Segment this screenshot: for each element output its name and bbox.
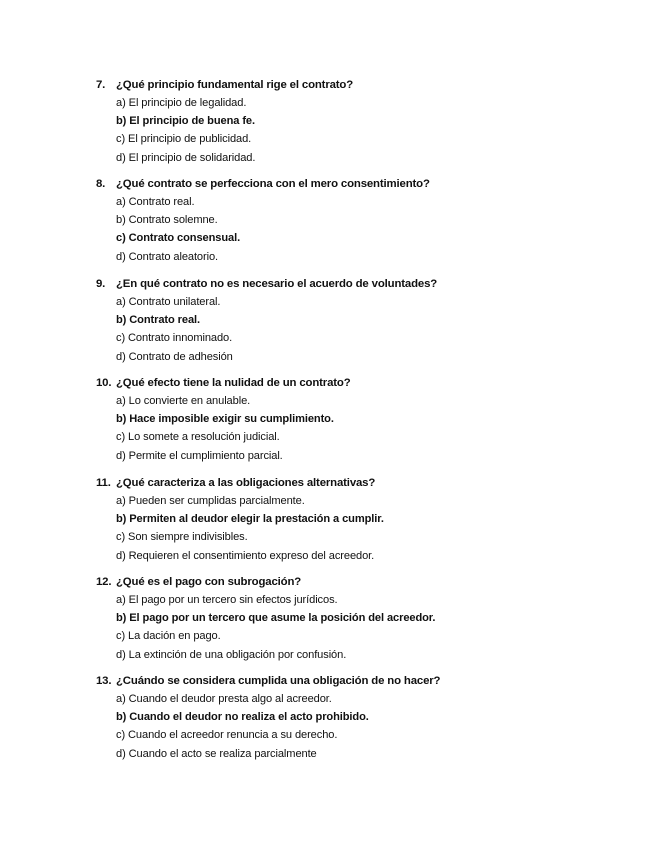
option-a: a) Lo convierte en anulable. [116, 395, 251, 407]
question-text: ¿Qué contrato se perfecciona con el mero consentimiento? [116, 178, 430, 190]
option-b-correct: b) Permiten al deudor elegir la prestación a cumplir. [116, 513, 384, 526]
option-b-correct: b) El principio de buena fe. [116, 115, 255, 128]
question-number: 9. [96, 278, 106, 290]
option-c-correct: c) Contrato consensual. [116, 232, 241, 245]
question-text: ¿Qué principio fundamental rige el contrato? [116, 79, 354, 91]
question-8 [96, 175, 616, 266]
option-d: d) Requieren el consentimiento expreso del acreedor. [116, 549, 375, 562]
option-a: a) El pago por un tercero sin efectos jurídicos. [116, 594, 338, 606]
option-c: c) La dación en pago. [116, 630, 221, 643]
question-number: 11. [96, 477, 111, 489]
question-11 [96, 474, 616, 565]
question-text: ¿Qué caracteriza a las obligaciones alternativas? [116, 477, 376, 489]
option-d: d) Contrato aleatorio. [116, 250, 219, 263]
question-number: 10. [96, 377, 112, 389]
option-a: a) El principio de legalidad. [116, 97, 247, 109]
option-a: a) Contrato real. [116, 196, 195, 208]
option-c: c) Lo somete a resolución judicial. [116, 431, 280, 444]
option-b: b) Contrato solemne. [116, 214, 218, 227]
option-d: d) Permite el cumplimiento parcial. [116, 449, 283, 462]
question-12 [96, 573, 616, 664]
question-text: ¿Qué es el pago con subrogación? [116, 576, 302, 588]
question-number: 12. [96, 576, 112, 588]
question-9 [96, 275, 616, 366]
question-heading [96, 76, 616, 94]
option-b-correct: b) El pago por un tercero que asume la posición del acreedor. [116, 612, 436, 625]
question-heading [96, 175, 616, 193]
question-10 [96, 374, 616, 465]
question-heading [96, 275, 616, 293]
option-a: a) Contrato unilateral. [116, 296, 221, 308]
option-d: d) Cuando el acto se realiza parcialmente [116, 747, 317, 760]
question-text: ¿Cuándo se considera cumplida una obligación de no hacer? [116, 675, 441, 687]
question-heading [96, 573, 616, 591]
option-c: c) Son siempre indivisibles. [116, 531, 248, 544]
question-text: ¿Qué efecto tiene la nulidad de un contrato? [116, 377, 351, 389]
option-a: a) Cuando el deudor presta algo al acreedor. [116, 693, 332, 705]
question-number: 8. [96, 178, 106, 190]
option-a: a) Pueden ser cumplidas parcialmente. [116, 495, 305, 507]
question-heading [96, 474, 616, 492]
option-c: c) El principio de publicidad. [116, 133, 252, 146]
option-b-correct: b) Cuando el deudor no realiza el acto prohibido. [116, 711, 369, 724]
option-b-correct: b) Contrato real. [116, 314, 200, 327]
option-d: d) Contrato de adhesión [116, 350, 233, 363]
question-heading [96, 672, 616, 690]
option-b-correct: b) Hace imposible exigir su cumplimiento. [116, 413, 334, 426]
question-number: 7. [96, 79, 106, 91]
question-text: ¿En qué contrato no es necesario el acuerdo de voluntades? [116, 278, 438, 290]
question-7 [96, 76, 616, 167]
question-number: 13. [96, 675, 112, 687]
option-d: d) El principio de solidaridad. [116, 151, 256, 164]
question-13 [96, 672, 616, 763]
option-c: c) Contrato innominado. [116, 332, 233, 345]
option-d: d) La extinción de una obligación por confusión. [116, 648, 347, 661]
question-heading [96, 374, 616, 392]
option-c: c) Cuando el acreedor renuncia a su derecho. [116, 729, 338, 742]
